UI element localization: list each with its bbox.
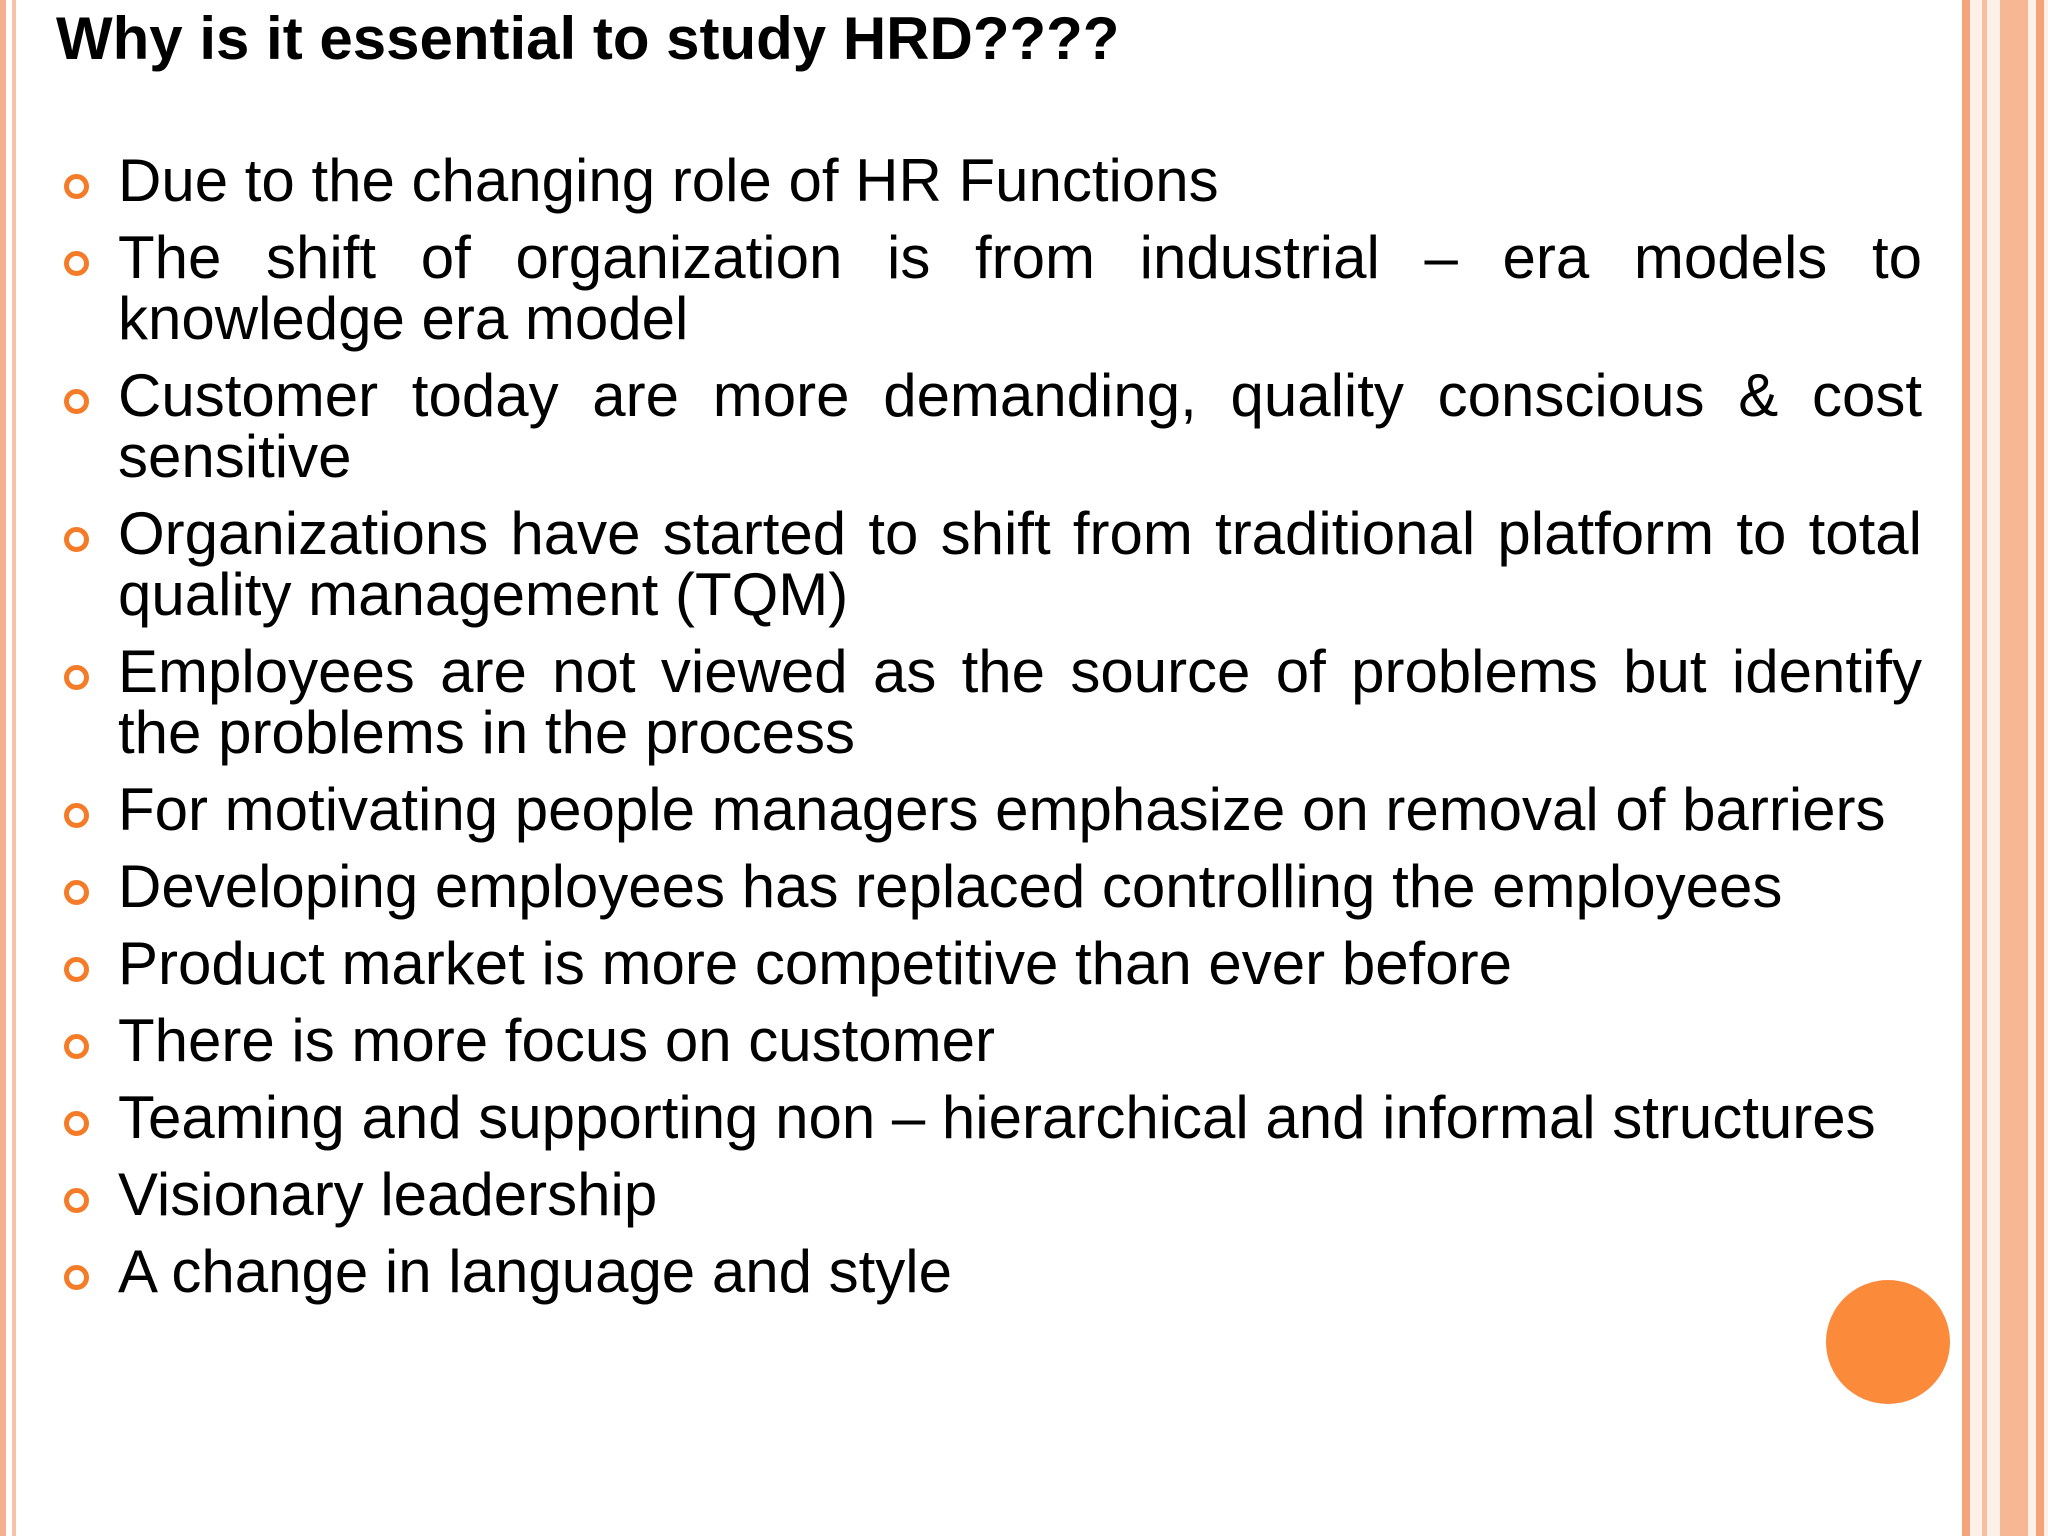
bullet-item <box>56 1161 1922 1228</box>
bullet-ring-icon <box>64 389 89 414</box>
bullet-ring-icon <box>64 803 89 828</box>
bullet-text: Teaming and supporting non – hierarchical and informal structures <box>118 1084 1876 1151</box>
bullet-list <box>56 147 1922 1318</box>
bullet-item <box>56 853 1922 920</box>
bullet-item <box>56 930 1922 997</box>
bullet-text: Due to the changing role of HR Functions <box>118 147 1219 214</box>
bullet-item <box>56 776 1922 843</box>
left-border-strip <box>0 0 6 1536</box>
bullet-text: Employees are not viewed as the source of problems but identify the problems in the process <box>118 638 1922 766</box>
bullet-text: Customer today are more demanding, quality conscious & cost sensitive <box>118 362 1922 490</box>
bullet-item <box>56 500 1922 628</box>
right-stripe <box>2000 0 2028 1536</box>
bullet-ring-icon <box>64 1188 89 1213</box>
bullet-ring-icon <box>64 251 89 276</box>
bullet-ring-icon <box>64 1034 89 1059</box>
bullet-ring-icon <box>64 665 89 690</box>
bullet-text: Visionary leadership <box>118 1161 658 1228</box>
bullet-item <box>56 362 1922 490</box>
bullet-item <box>56 1238 1922 1305</box>
bullet-text: Product market is more competitive than ever before <box>118 930 1512 997</box>
bullet-text: The shift of organization is from industrial – era models to knowledge era model <box>118 224 1922 352</box>
bullet-ring-icon <box>64 1265 89 1290</box>
bullet-ring-icon <box>64 527 89 552</box>
bullet-text: A change in language and style <box>118 1238 952 1305</box>
bullet-ring-icon <box>64 174 89 199</box>
bullet-item <box>56 1007 1922 1074</box>
bullet-text: There is more focus on customer <box>118 1007 996 1074</box>
bullet-ring-icon <box>64 957 89 982</box>
slide-title: Why is it essential to study HRD???? <box>56 5 1120 72</box>
bullet-ring-icon <box>64 880 89 905</box>
bullet-text: Developing employees has replaced controlling the employees <box>118 853 1783 920</box>
right-stripe <box>1982 0 1987 1536</box>
bullet-item <box>56 638 1922 766</box>
left-border-strip-inner <box>12 0 16 1536</box>
bullet-item <box>56 224 1922 352</box>
bullet-text: For motivating people managers emphasize on removal of barriers <box>118 776 1886 843</box>
right-stripe <box>2036 0 2044 1536</box>
bullet-ring-icon <box>64 1111 89 1136</box>
right-stripe <box>1962 0 1970 1536</box>
bullet-item <box>56 147 1922 214</box>
bullet-text: Organizations have started to shift from traditional platform to total quality management (TQM) <box>118 500 1922 628</box>
bullet-item <box>56 1084 1922 1151</box>
